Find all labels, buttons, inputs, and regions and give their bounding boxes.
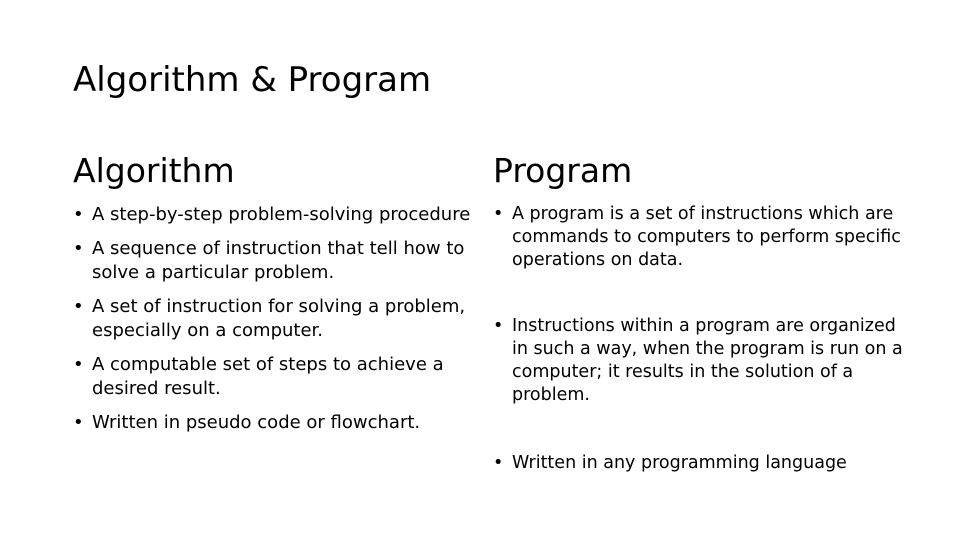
slide-title: Algorithm & Program [73, 60, 432, 100]
bullet-text: Written in pseudo code or flowchart. [92, 412, 421, 433]
bullet-icon: • [73, 354, 84, 375]
bullet-text: A computable set of steps to achieve a desired result. [92, 354, 444, 399]
bullet-text: A program is a set of instructions which are commands to computers to perform specific operations on data. [512, 204, 901, 270]
algorithm-bullet [73, 237, 483, 285]
program-bullet [493, 203, 913, 272]
bullet-text: A step-by-step problem-solving procedure [92, 204, 471, 225]
bullet-icon: • [73, 204, 84, 225]
algorithm-bullet-list [73, 203, 483, 435]
bullet-icon: • [73, 296, 84, 317]
bullet-icon: • [73, 412, 84, 433]
bullet-icon: • [493, 453, 504, 473]
algorithm-bullet [73, 411, 483, 435]
algorithm-heading: Algorithm [73, 151, 235, 190]
bullet-text: Instructions within a program are organized in such a way, when the program is run on a computer; it results in the solution of a problem. [512, 316, 903, 405]
bullet-text: A set of instruction for solving a problem, especially on a computer. [92, 296, 466, 341]
bullet-icon: • [493, 316, 504, 336]
algorithm-column [73, 148, 483, 445]
bullet-icon: • [73, 238, 84, 259]
program-bullet-list [493, 203, 913, 475]
algorithm-bullet [73, 295, 483, 343]
program-bullet [493, 452, 913, 475]
program-bullet [493, 315, 913, 407]
bullet-text: A sequence of instruction that tell how to solve a particular problem. [92, 238, 465, 283]
program-column [493, 148, 913, 518]
algorithm-bullet [73, 203, 483, 227]
bullet-text: Written in any programming language [512, 453, 847, 473]
algorithm-bullet [73, 353, 483, 401]
bullet-icon: • [493, 204, 504, 224]
program-heading: Program [493, 151, 633, 190]
